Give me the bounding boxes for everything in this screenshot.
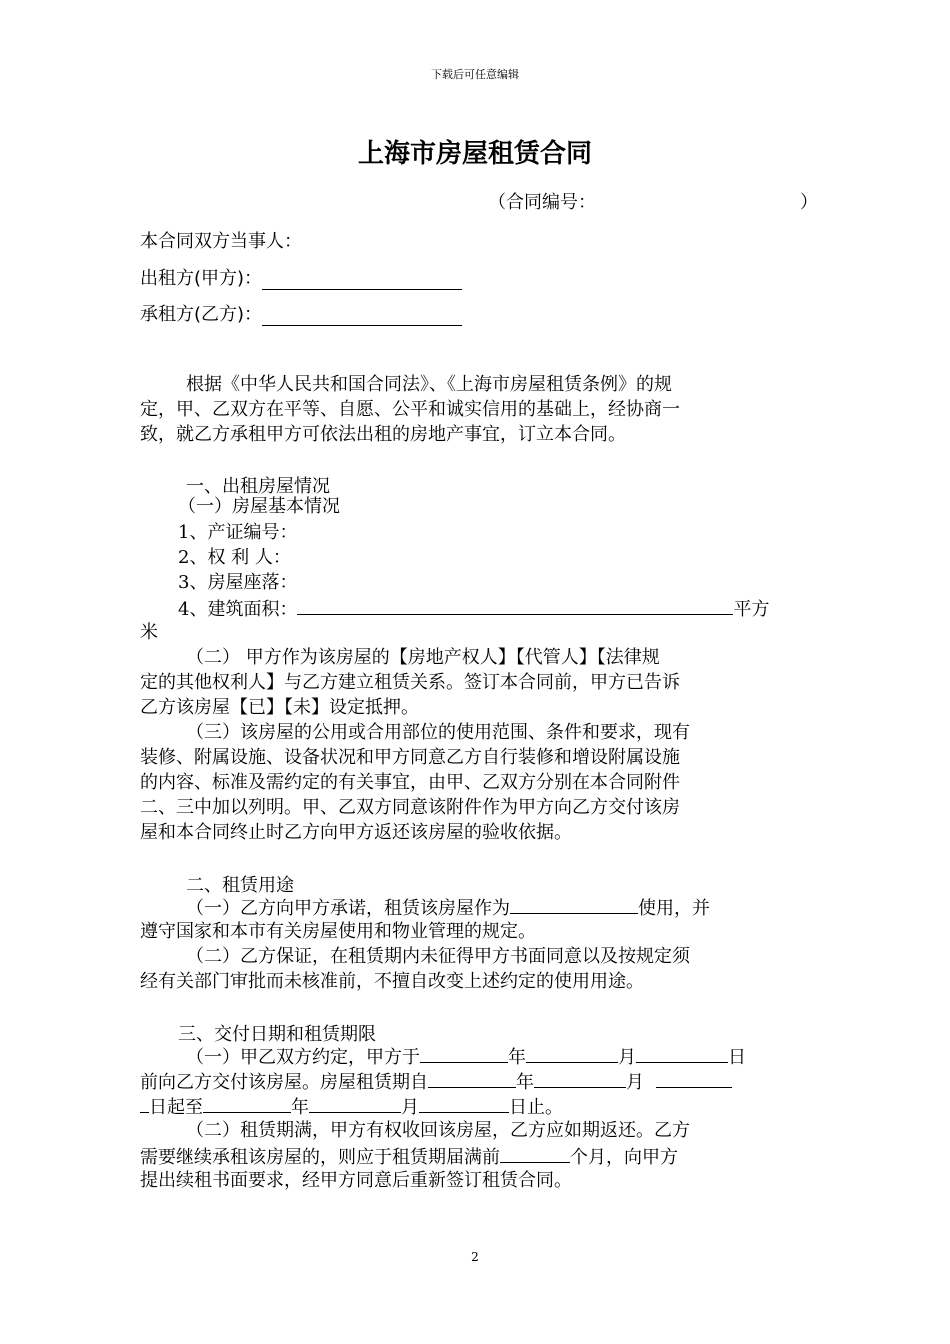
delivery-month-field[interactable] bbox=[526, 1044, 618, 1063]
year-label: 年 bbox=[291, 1097, 309, 1118]
section-1-sub3-line-4: 二、三中加以列明。甲、乙双方同意该附件作为甲方向乙方交付该房 bbox=[140, 797, 680, 818]
section-3-p1-line-3 bbox=[140, 1094, 563, 1120]
section-3-p2-line-3: 提出续租书面要求，经甲方同意后重新签订租赁合同。 bbox=[140, 1170, 572, 1191]
usage-text-a: （一）乙方向甲方承诺，租赁该房屋作为 bbox=[186, 898, 510, 919]
month-label: 月 bbox=[401, 1097, 419, 1118]
end-year-field[interactable] bbox=[203, 1094, 291, 1113]
preamble-line-2: 定，甲、乙双方在平等、自愿、公平和诚实信用的基础上，经协商一 bbox=[140, 399, 680, 420]
end-month-field[interactable] bbox=[309, 1094, 401, 1113]
renewal-text-a: 需要继续承租该房屋的，则应于租赁期届满前 bbox=[140, 1147, 500, 1168]
lessee-label: 承租方(乙方)： bbox=[140, 304, 263, 325]
year-label: 年 bbox=[508, 1047, 526, 1068]
month-label: 月 bbox=[626, 1072, 644, 1093]
area-unit-b: 米 bbox=[140, 622, 158, 643]
start-day-field-cont[interactable] bbox=[140, 1094, 149, 1113]
owner-label: 2、权 利 人： bbox=[178, 547, 291, 568]
start-day-field[interactable] bbox=[656, 1069, 732, 1088]
contract-number bbox=[488, 188, 818, 214]
section-2-heading: 二、租赁用途 bbox=[186, 875, 294, 896]
preamble-line-1: 根据《中华人民共和国合同法》、《上海市房屋租赁条例》的规 bbox=[186, 374, 672, 395]
area-field[interactable] bbox=[297, 596, 733, 615]
section-1-sub2-line-2: 定的其他权利人】与乙方建立租赁关系。签订本合同前，甲方已告诉 bbox=[140, 672, 680, 693]
section-1-sub3-line-1: （三）该房屋的公用或合用部位的使用范围、条件和要求，现有 bbox=[186, 722, 690, 743]
section-3-p2-line-1: （二）租赁期满，甲方有权收回该房屋，乙方应如期返还。乙方 bbox=[186, 1120, 690, 1141]
start-month-field[interactable] bbox=[534, 1069, 626, 1088]
end-day-field[interactable] bbox=[419, 1094, 509, 1113]
section-3-heading: 三、交付日期和租赁期限 bbox=[178, 1024, 376, 1045]
section-1-heading: 一、出租房屋情况 bbox=[186, 476, 330, 497]
section-1-sub3-line-2: 装修、附属设施、设备状况和甲方同意乙方自行装修和增设附属设施 bbox=[140, 747, 680, 768]
section-2-p1-line-1 bbox=[186, 895, 710, 921]
section-2-p2-line-1: （二）乙方保证，在租赁期内未征得甲方书面同意以及按规定须 bbox=[186, 946, 690, 967]
lessee-field[interactable] bbox=[262, 305, 462, 326]
start-year-field[interactable] bbox=[428, 1069, 516, 1088]
lease-end-text: 日起至 bbox=[149, 1097, 203, 1118]
section-1-sub1: （一）房屋基本情况 bbox=[178, 496, 340, 517]
year-label: 年 bbox=[516, 1072, 534, 1093]
section-3-p1-line-2 bbox=[140, 1069, 732, 1095]
cert-number-label: 1、产证编号： bbox=[178, 522, 298, 543]
day-label: 日 bbox=[728, 1047, 746, 1068]
section-1-sub2-line-1: （二） 甲方作为该房屋的【房地产权人】【代管人】【法律规 bbox=[186, 647, 660, 668]
lessor-line bbox=[140, 264, 462, 290]
delivery-text: （一）甲乙双方约定，甲方于 bbox=[186, 1047, 420, 1068]
end-day-label: 日止。 bbox=[509, 1097, 563, 1118]
section-1-sub3-line-5: 屋和本合同终止时乙方向甲方返还该房屋的验收依据。 bbox=[140, 822, 572, 843]
header-note: 下载后可任意编辑 bbox=[431, 68, 519, 81]
preamble-line-3: 致，就乙方承租甲方可依法出租的房地产事宜，订立本合同。 bbox=[140, 424, 626, 445]
contract-number-close: ） bbox=[800, 192, 818, 213]
area-line bbox=[178, 596, 769, 622]
usage-field[interactable] bbox=[510, 895, 638, 914]
section-2-p1-line-2: 遵守国家和本市有关房屋使用和物业管理的规定。 bbox=[140, 921, 536, 942]
lessor-field[interactable] bbox=[262, 269, 462, 290]
parties-intro: 本合同双方当事人： bbox=[140, 231, 302, 252]
section-1-sub2-line-3: 乙方该房屋【已】【未】设定抵押。 bbox=[140, 697, 419, 718]
lessor-label: 出租方(甲方)： bbox=[140, 268, 263, 289]
lessee-line bbox=[140, 300, 462, 326]
section-3-p2-line-2 bbox=[140, 1144, 678, 1170]
page-number: 2 bbox=[471, 1250, 479, 1264]
area-label: 4、建筑面积： bbox=[178, 599, 298, 620]
section-2-p2-line-2: 经有关部门审批而未核准前，不擅自改变上述约定的使用用途。 bbox=[140, 971, 644, 992]
month-label: 月 bbox=[618, 1047, 636, 1068]
document-title: 上海市房屋租赁合同 bbox=[357, 139, 592, 169]
lease-start-text: 前向乙方交付该房屋。房屋租赁期自 bbox=[140, 1072, 428, 1093]
usage-text-b: 使用，并 bbox=[638, 898, 710, 919]
area-unit-a: 平方 bbox=[733, 599, 770, 620]
section-3-p1-line-1 bbox=[186, 1044, 746, 1070]
contract-number-label: （合同编号： bbox=[488, 192, 596, 213]
delivery-day-field[interactable] bbox=[636, 1044, 728, 1063]
renewal-months-field[interactable] bbox=[500, 1144, 570, 1163]
section-1-sub3-line-3: 的内容、标准及需约定的有关事宜，由甲、乙双方分别在本合同附件 bbox=[140, 772, 680, 793]
location-label: 3、房屋座落： bbox=[178, 572, 298, 593]
delivery-year-field[interactable] bbox=[420, 1044, 508, 1063]
renewal-text-b: 个月，向甲方 bbox=[570, 1147, 678, 1168]
